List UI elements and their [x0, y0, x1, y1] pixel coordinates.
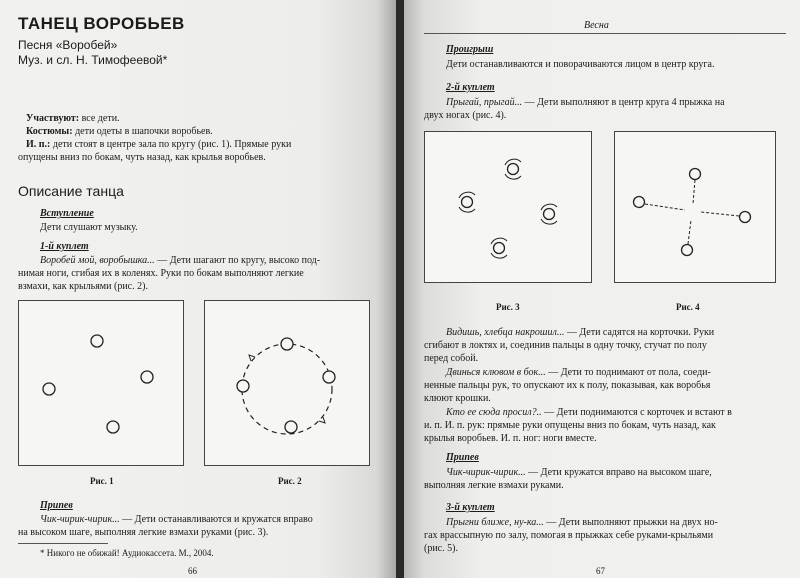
verse1-line-1	[40, 254, 320, 267]
ip-label: И. п.:	[26, 139, 51, 150]
ip-text-2: опущены вниз по бокам, чуть назад, как крылья воробьев.	[18, 152, 266, 163]
jump-arrow	[688, 220, 691, 244]
left-page	[0, 0, 396, 578]
dancer-marker	[281, 338, 293, 350]
dance-title: ТАНЕЦ ВОРОБЬЕВ	[18, 14, 185, 33]
verse1-heading: 1-й куплет	[40, 241, 89, 252]
verse2-lyric: Прыгай, прыгай...	[446, 97, 523, 108]
dancer-marker	[141, 371, 153, 383]
verse3-line-3: (рис. 5).	[424, 543, 458, 554]
dancer-marker	[690, 169, 701, 180]
p3-lyric: Кто ее сюда просил?..	[446, 407, 542, 418]
verse2-heading: 2-й куплет	[446, 82, 495, 93]
spinning-dancer	[491, 238, 507, 258]
figure-1	[18, 300, 184, 466]
p2-text-1: — Дети то поднимают от пола, соеди-	[545, 367, 711, 378]
p1-text-1: — Дети садятся на корточки. Руки	[564, 327, 715, 338]
p2-line-3: клюют крошки.	[424, 393, 491, 404]
costumes-line	[26, 125, 386, 138]
song-title: Песня «Воробей»	[18, 38, 118, 52]
dancer-marker	[682, 245, 693, 256]
p1-line-1	[446, 326, 714, 339]
section-title: Описание танца	[18, 183, 124, 199]
dancer-marker	[237, 380, 249, 392]
dancer-marker	[91, 335, 103, 347]
figure-1-caption: Рис. 1	[90, 476, 114, 486]
chorus2-line-2: выполняя легкие взмахи руками.	[424, 480, 564, 491]
figure-4	[614, 131, 776, 283]
jump-arrow	[693, 180, 695, 204]
p3-text-1: — Дети поднимаются с корточек и встают в	[541, 407, 732, 418]
figure-3	[424, 131, 592, 283]
figure-2	[204, 300, 370, 466]
p2-lyric: Двинься клювом в бок...	[446, 367, 546, 378]
figure-4-diagram	[615, 132, 775, 282]
spinning-dancer	[541, 204, 557, 224]
verse2-line-2: двух ногах (рис. 4).	[424, 110, 507, 121]
verse3-heading: 3-й куплет	[446, 502, 495, 513]
verse3-line-1	[446, 516, 718, 529]
chorus2-text-1: — Дети кружатся вправо на высоком шаге,	[525, 467, 712, 478]
dancer-marker	[43, 383, 55, 395]
interlude-heading: Проигрыш	[446, 44, 494, 55]
p2-line-2: ненные пальцы рук, то опускают их к полу, показывая, как воробья	[424, 380, 711, 391]
dancer-marker	[740, 212, 751, 223]
figure-4-caption: Рис. 4	[676, 302, 700, 312]
footnote: * Никого не обижай! Аудиокассета. М., 2004.	[40, 548, 214, 558]
jump-arrow	[701, 212, 739, 216]
chorus-line-2: на высоком шаге, выполняя легкие взмахи руками (рис. 3).	[18, 527, 269, 538]
chorus-text-1: — Дети останавливаются и кружатся вправо	[119, 514, 313, 525]
footnote-rule	[18, 543, 108, 544]
verse1-lyric: Воробей мой, воробышка...	[40, 255, 155, 266]
verse3-text-1: — Дети выполняют прыжки на двух но-	[543, 517, 718, 528]
p3-line-1	[446, 406, 732, 419]
participants-text: все дети.	[81, 113, 120, 124]
interlude-text: Дети останавливаются и поворачиваются лицом в центр круга.	[446, 59, 715, 70]
dancer-marker	[323, 371, 335, 383]
verse1-text-1: — Дети шагают по кругу, высоко под-	[154, 255, 321, 266]
participants-label: Участвуют:	[26, 113, 80, 124]
p3-line-2: и. п. И. п. рук: прямые руки опущены вниз по бокам, чуть назад, как	[424, 420, 716, 431]
dancer-marker	[285, 421, 297, 433]
verse3-line-2: гах врассыпную по залу, помогая в прыжках себе руками-крыльями	[424, 530, 714, 541]
book-spine	[396, 0, 404, 578]
spinning-dancer	[505, 159, 521, 179]
circle-path	[242, 344, 332, 434]
verse1-line-3: взмахи, как крыльями (рис. 2).	[18, 281, 148, 292]
costumes-label: Костюмы:	[26, 126, 73, 137]
dancer-marker	[107, 421, 119, 433]
chorus-heading: Припев	[40, 500, 73, 511]
figure-3-caption: Рис. 3	[496, 302, 520, 312]
page-number-right: 67	[596, 566, 605, 576]
chorus2-lyric: Чик-чирик-чирик...	[446, 467, 526, 478]
ip-text-1: дети стоят в центре зала по кругу (рис. 1). Прямые руки	[52, 139, 292, 150]
verse3-lyric: Прыгни ближе, ну-ка...	[446, 517, 544, 528]
running-head-rule	[424, 33, 786, 34]
costumes-text: дети одеты в шапочки воробьев.	[75, 126, 213, 137]
chorus-line-1	[40, 513, 313, 526]
chorus-lyric: Чик-чирик-чирик...	[40, 514, 120, 525]
page-number-left: 66	[188, 566, 197, 576]
verse1-line-2: нимая ноги, сгибая их в коленях. Руки по бокам выполняют легкие	[18, 268, 304, 279]
jump-arrow	[645, 204, 685, 210]
verse2-line-1	[446, 96, 725, 109]
song-author: Муз. и сл. Н. Тимофеевой*	[18, 53, 168, 67]
p1-lyric: Видишь, хлебца накрошил...	[446, 327, 565, 338]
verse2-text-1: — Дети выполняют в центр круга 4 прыжка на	[522, 97, 725, 108]
p1-line-3: перед собой.	[424, 353, 479, 364]
ip-line	[26, 138, 386, 151]
running-head: Весна	[584, 20, 609, 31]
figure-2-caption: Рис. 2	[278, 476, 302, 486]
chorus2-heading: Припев	[446, 452, 479, 463]
right-page	[404, 0, 800, 578]
intro-heading: Вступление	[40, 208, 94, 219]
participants-line	[26, 112, 386, 125]
p2-line-1	[446, 366, 711, 379]
figure-2-diagram	[205, 301, 369, 465]
chorus2-line-1	[446, 466, 712, 479]
dancer-marker	[634, 197, 645, 208]
spinning-dancer	[459, 192, 475, 212]
p3-line-3: крылья воробьев. И. п. ног: ноги вместе.	[424, 433, 597, 444]
intro-text: Дети слушают музыку.	[40, 222, 138, 233]
figure-3-diagram	[425, 132, 591, 282]
p1-line-2: сгибают в локтях и, соединив пальцы в одну точку, стучат по полу	[424, 340, 707, 351]
figure-1-diagram	[19, 301, 183, 465]
